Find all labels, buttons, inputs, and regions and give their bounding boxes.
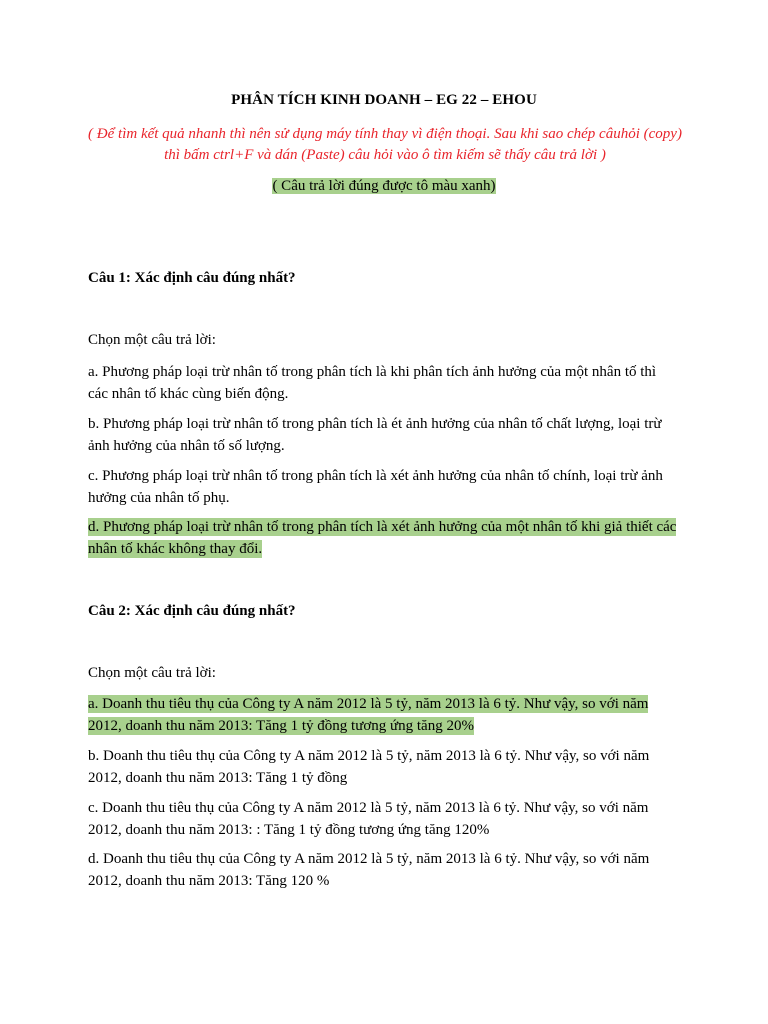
q2-option-b[interactable]	[88, 745, 678, 789]
q2-option-d[interactable]	[88, 848, 678, 892]
q1-option-c[interactable]	[88, 465, 678, 509]
q2-option-c[interactable]	[88, 797, 678, 841]
q2-option-b-text: b. Doanh thu tiêu thụ của Công ty A năm 2012 là 5 tỷ, năm 2013 là 6 tỷ. Như vậy, so với năm 2012, doanh thu năm 2013: Tăng 1 tỷ đồng	[88, 748, 650, 786]
q1-option-c-text: c. Phương pháp loại trừ nhân tố trong phân tích là xét ảnh hưởng của nhân tố chính, loại trừ ảnh hưởng của nhân tố phụ.	[88, 468, 663, 506]
q1-option-a[interactable]	[88, 361, 678, 405]
q1-option-a-text: a. Phương pháp loại trừ nhân tố trong phân tích là khi phân tích ảnh hưởng của một nhân tố thì các nhân tố khác cùng biến động.	[88, 364, 657, 402]
q1-option-b-text: b. Phương pháp loại trừ nhân tố trong phân tích là ét ảnh hưởng của nhân tố chất lượng, loại trừ ảnh hưởng của nhân tố số lượng.	[88, 416, 662, 454]
instruction-note: ( Để tìm kết quả nhanh thì nên sử dụng máy tính thay vì điện thoại. Sau khi sao chép câuhỏi (copy) thì bấm ctrl+F và dán (Paste) câu hỏi vào ô tìm kiếm sẽ thấy câu trả lời )	[88, 126, 682, 163]
question-2-title: Câu 2: Xác định câu đúng nhất?	[88, 603, 296, 619]
hint-line	[0, 176, 768, 196]
question-1-title: Câu 1: Xác định câu đúng nhất?	[88, 270, 296, 286]
q2-option-a-text: a. Doanh thu tiêu thụ của Công ty A năm 2012 là 5 tỷ, năm 2013 là 6 tỷ. Như vậy, so với năm 2012, doanh thu năm 2013: Tăng 1 tỷ đồng tương ứng tăng 20%	[88, 696, 649, 734]
q2-option-c-text: c. Doanh thu tiêu thụ của Công ty A năm 2012 là 5 tỷ, năm 2013 là 6 tỷ. Như vậy, so với năm 2012, doanh thu năm 2013: : Tăng 1 tỷ đồng tương ứng tăng 120%	[88, 800, 649, 838]
q2-option-a[interactable]	[88, 693, 678, 737]
question-2-prompt: Chọn một câu trả lời:	[88, 665, 216, 681]
q1-option-d[interactable]	[88, 516, 678, 560]
document-title: PHÂN TÍCH KINH DOANH – EG 22 – EHOU	[231, 92, 537, 108]
correct-answer-hint: ( Câu trả lời đúng được tô màu xanh)	[272, 178, 496, 194]
q1-option-d-text: d. Phương pháp loại trừ nhân tố trong phân tích là xét ảnh hưởng của một nhân tố khi giả thiết các nhân tố khác không thay đổi.	[88, 519, 677, 557]
q2-option-d-text: d. Doanh thu tiêu thụ của Công ty A năm 2012 là 5 tỷ, năm 2013 là 6 tỷ. Như vậy, so với năm 2012, doanh thu năm 2013: Tăng 120 %	[88, 851, 650, 889]
q1-option-b[interactable]	[88, 413, 678, 457]
question-1-prompt: Chọn một câu trả lời:	[88, 332, 216, 348]
